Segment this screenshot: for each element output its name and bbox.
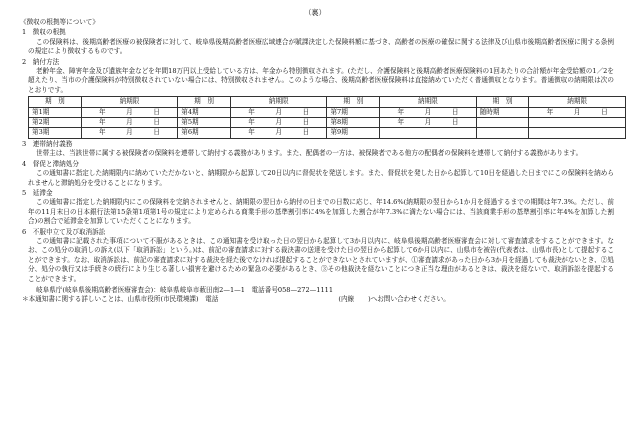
term-cell: 第1期: [29, 107, 82, 117]
table-row: [29, 128, 626, 138]
due-date-cell: [529, 118, 626, 128]
inquiry-suffix: )へお問い合わせください。: [368, 295, 450, 304]
due-header: 納期限: [230, 97, 327, 107]
term-header: 期 別: [29, 97, 82, 107]
table-row: [29, 118, 626, 128]
term-cell: 第2期: [29, 118, 82, 128]
review-board-address: 岐阜県庁(岐阜県後期高齢者医療審査会)：岐阜県岐阜市薮田南2—1—1 電話番号058—272—1111: [36, 285, 334, 294]
due-date-cell: 年 月 日: [230, 107, 327, 117]
term-cell: 第8期: [327, 118, 380, 128]
s2-body: 老齢年金、障害年金及び遺族年金などを年間18万円以上受給している方は、年金から特別徴収されます。(ただし、介護保険料と後期高齢者医療保険料の1回あたりの合計額が年金受給額の1／2を超えたり、当市の介護保険料が特別徴収されていない場合には、特別徴収されません。このような場合、後期高齢者医療保険料は直接納めていただく普通徴収となります。普通徴収の納期限は次のとおりです。: [28, 67, 614, 94]
table-row: [29, 107, 626, 117]
s5-body: この通知書に指定した納期限内にこの保険料を完納されませんと、納期限の翌日から納付の日までの日数に応じ、年14.6%(納期限の翌日から1か月を経過するまでの期間は年7.3%。ただし、前年の11月末日の日本銀行法第15条第1項第1号の規定により定められる商業手形の基準割引率に4%を加算した割合が年7.3%に満たない場合には、当該商業手形の基準割引率に年4%を加算した割合)の割合で延滞金を加算していただくことになります。: [28, 198, 614, 226]
back-side-label: （裏）: [304, 8, 326, 17]
s1-heading: 1 徴収の根拠: [22, 28, 66, 37]
term-cell: 第6期: [178, 128, 231, 138]
s1-body: この保険料は、後期高齢者医療の被保険者に対して、岐阜県後期高齢者医療広域連合が賦課決定した保険料額に基づき、高齢者の医療の確保に関する法律及び山県市後期高齢者医療に関する条例の規定により徴収するものです。: [28, 37, 614, 56]
term-cell: 随時期: [476, 107, 529, 117]
due-header: 納期限: [529, 97, 626, 107]
term-cell: 第9期: [327, 128, 380, 138]
due-header: 納期限: [81, 97, 178, 107]
s5-heading: 5 延滞金: [22, 188, 53, 197]
due-header: 納期限: [380, 97, 477, 107]
due-date-cell: 年 月 日: [230, 118, 327, 128]
due-date-cell: 年 月 日: [529, 107, 626, 117]
due-date-cell: 年 月 日: [230, 128, 327, 138]
term-cell: 第7期: [327, 107, 380, 117]
s2-heading: 2 納付方法: [22, 57, 60, 66]
inquiry-prefix: ＊本通知書に関する詳しいことは、山県市役所(市民環境課) 電話: [22, 295, 219, 304]
due-date-cell: 年 月 日: [81, 107, 178, 117]
due-date-cell: 年 月 日: [380, 118, 477, 128]
due-date-table-header: [29, 97, 626, 107]
due-date-table: [28, 96, 626, 139]
s3-body: 世帯主は、当該世帯に属する被保険者の保険料を連帯して納付する義務があります。また、配偶者の一方は、被保険者である他方の配偶者の保険料を連帯して納付する義務があります。: [36, 149, 583, 158]
due-date-cell: 年 月 日: [380, 107, 477, 117]
term-cell: [476, 128, 529, 138]
due-date-cell: 年 月 日: [81, 118, 178, 128]
s6-body: この通知書に記載された事項について不服があるときは、この通知書を受け取った日の翌日から起算して3か月以内に、岐阜県後期高齢者医療審査会に対して審査請求をすることができます。なお、この処分の取消しの訴え(以下「取消訴訟」という。)は、前記の審査請求に対する裁決書の送達を受けた日の翌日から起算して6か月以内に、山県市を被告(代表者は、山県市長)として提起することができます。なお、取消訴訟は、前記の審査請求に対する裁決を経た後でなければ提起することができないとされていますが、①審査請求があった日から3か月を経過しても裁決がないとき、②処分、処分の執行又は手続きの続行により生じる著しい損害を避けるための緊急の必要があるとき、③その他裁決を経ないことにつき正当な理由があるときは、裁決を経ないで、取消訴訟を提起することができます。: [28, 236, 614, 283]
s4-body: この通知書に指定した納期限内に納めていただかないと、納期限から起算して20日以内に督促状を発送します。また、督促状を発した日から起算して10日を経過した日までにこの保険料を納められませんと滞納処分を受けることになります。: [28, 169, 614, 187]
term-header: 期 別: [178, 97, 231, 107]
s4-heading: 4 督促と滞納処分: [22, 159, 79, 168]
s3-heading: 3 連帯納付義務: [22, 139, 73, 148]
s6-heading: 6 不服申立て及び取消訴訟: [22, 227, 106, 236]
term-header: 期 別: [327, 97, 380, 107]
due-date-cell: 年 月 日: [81, 128, 178, 138]
term-cell: 第3期: [29, 128, 82, 138]
inquiry-extension: (内線: [338, 295, 355, 304]
term-header: 期 別: [476, 97, 529, 107]
due-date-cell: [380, 128, 477, 138]
term-cell: 第5期: [178, 118, 231, 128]
section-title: 《徴収の根拠等について》: [20, 18, 99, 26]
inquiry-line: [22, 295, 616, 304]
due-date-cell: [529, 128, 626, 138]
term-cell: [476, 118, 529, 128]
term-cell: 第4期: [178, 107, 231, 117]
